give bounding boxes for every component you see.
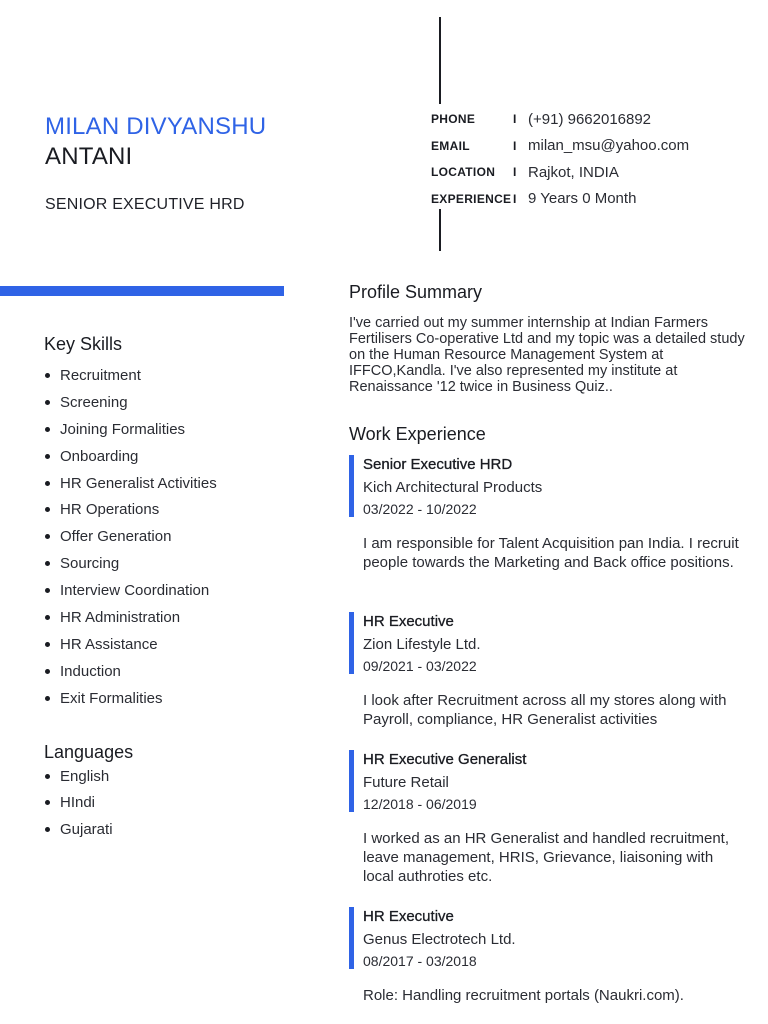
job-dates: 09/2021 - 03/2022: [363, 658, 477, 674]
job-title: HR Executive: [363, 908, 454, 925]
job-company: Zion Lifestyle Ltd.: [363, 636, 481, 653]
experience-value: 9 Years 0 Month: [528, 190, 637, 208]
skill-item: HR Assistance: [44, 636, 294, 663]
candidate-name: [45, 112, 266, 172]
job-accent-bar: [349, 750, 354, 812]
contact-separator: I: [513, 191, 517, 206]
skill-item: Sourcing: [44, 555, 294, 582]
job-company: Genus Electrotech Ltd.: [363, 931, 516, 948]
accent-bar: [0, 286, 284, 296]
languages-list: [44, 768, 294, 849]
skill-item: Onboarding: [44, 448, 294, 475]
summary-heading: Profile Summary: [349, 282, 483, 302]
job-description: I am responsible for Talent Acquisition pan India. I recruit people towards the Marketing and Back office positions.: [363, 535, 739, 571]
contact-label: EMAIL: [431, 138, 470, 153]
job-dates: 12/2018 - 06/2019: [363, 796, 477, 812]
skills-list: [44, 367, 294, 717]
right-column: [349, 282, 749, 1005]
contact-experience-row: [431, 186, 751, 213]
job-accent-bar: [349, 907, 354, 969]
contact-location-row: [431, 159, 751, 186]
work-heading: Work Experience: [349, 424, 486, 444]
contact-separator: I: [513, 165, 517, 180]
skill-item: HR Administration: [44, 609, 294, 636]
skill-item: Interview Coordination: [44, 582, 294, 609]
job-description: Role: Handling recruitment portals (Naukri.com).: [363, 987, 684, 1004]
contact-label: PHONE: [431, 112, 476, 127]
email-value[interactable]: milan_msu@yahoo.com: [528, 137, 690, 155]
left-column: [44, 334, 294, 848]
job-dates: 08/2017 - 03/2018: [363, 953, 477, 969]
skill-item: HR Operations: [44, 501, 294, 528]
skill-item: Joining Formalities: [44, 421, 294, 448]
contact-separator: I: [513, 112, 517, 127]
skill-item: Offer Generation: [44, 528, 294, 555]
job-entry: [349, 750, 749, 907]
job-entry: [349, 455, 749, 612]
job-description: I look after Recruitment across all my stores along with Payroll, compliance, HR Generalist activities: [363, 692, 727, 728]
contact-phone-row: [431, 106, 751, 133]
location-value: Rajkot, INDIA: [528, 163, 619, 181]
job-dates: 03/2022 - 10/2022: [363, 501, 477, 517]
skill-item: HR Generalist Activities: [44, 475, 294, 502]
phone-value: (+91) 9662016892: [528, 110, 652, 128]
skills-heading: Key Skills: [44, 334, 123, 354]
job-title: HR Executive Generalist: [363, 751, 527, 768]
jobs-list: [349, 455, 749, 1005]
job-title: HR Executive: [363, 613, 454, 630]
skill-item: Exit Formalities: [44, 690, 294, 717]
job-description: I worked as an HR Generalist and handled recruitment, leave management, HRIS, Grievance, liaisoning with local authroties etc.: [363, 830, 730, 885]
contact-separator: I: [513, 138, 517, 153]
skill-item: Screening: [44, 394, 294, 421]
job-entry: [349, 907, 749, 1005]
last-name: ANTANI: [45, 143, 133, 170]
job-entry: [349, 612, 749, 750]
summary-text: I've carried out my summer internship at Indian Farmers Fertilisers Co-operative Ltd and my topic was a detailed study on the Human Resource Management System at IFFCO,Kandla. I've also represented my institute at Renaissance '12 twice in Business Quiz..: [349, 315, 745, 395]
contact-label: LOCATION: [431, 165, 496, 180]
first-name: MILAN DIVYANSHU: [45, 113, 267, 140]
job-company: Kich Architectural Products: [363, 479, 543, 496]
divider-line-bottom: [439, 209, 441, 251]
languages-heading: Languages: [44, 741, 134, 762]
divider-line-top: [439, 17, 441, 104]
skill-item: Recruitment: [44, 367, 294, 394]
language-item: English: [44, 768, 294, 795]
contact-email-row: [431, 133, 751, 160]
job-title-heading: SENIOR EXECUTIVE HRD: [45, 196, 245, 213]
contact-info: [431, 106, 751, 212]
skill-item: Induction: [44, 663, 294, 690]
language-item: Gujarati: [44, 821, 294, 848]
contact-label: EXPERIENCE: [431, 191, 512, 206]
language-item: HIndi: [44, 794, 294, 821]
job-title: Senior Executive HRD: [363, 456, 513, 473]
job-company: Future Retail: [363, 774, 449, 791]
job-accent-bar: [349, 612, 354, 674]
job-accent-bar: [349, 455, 354, 517]
